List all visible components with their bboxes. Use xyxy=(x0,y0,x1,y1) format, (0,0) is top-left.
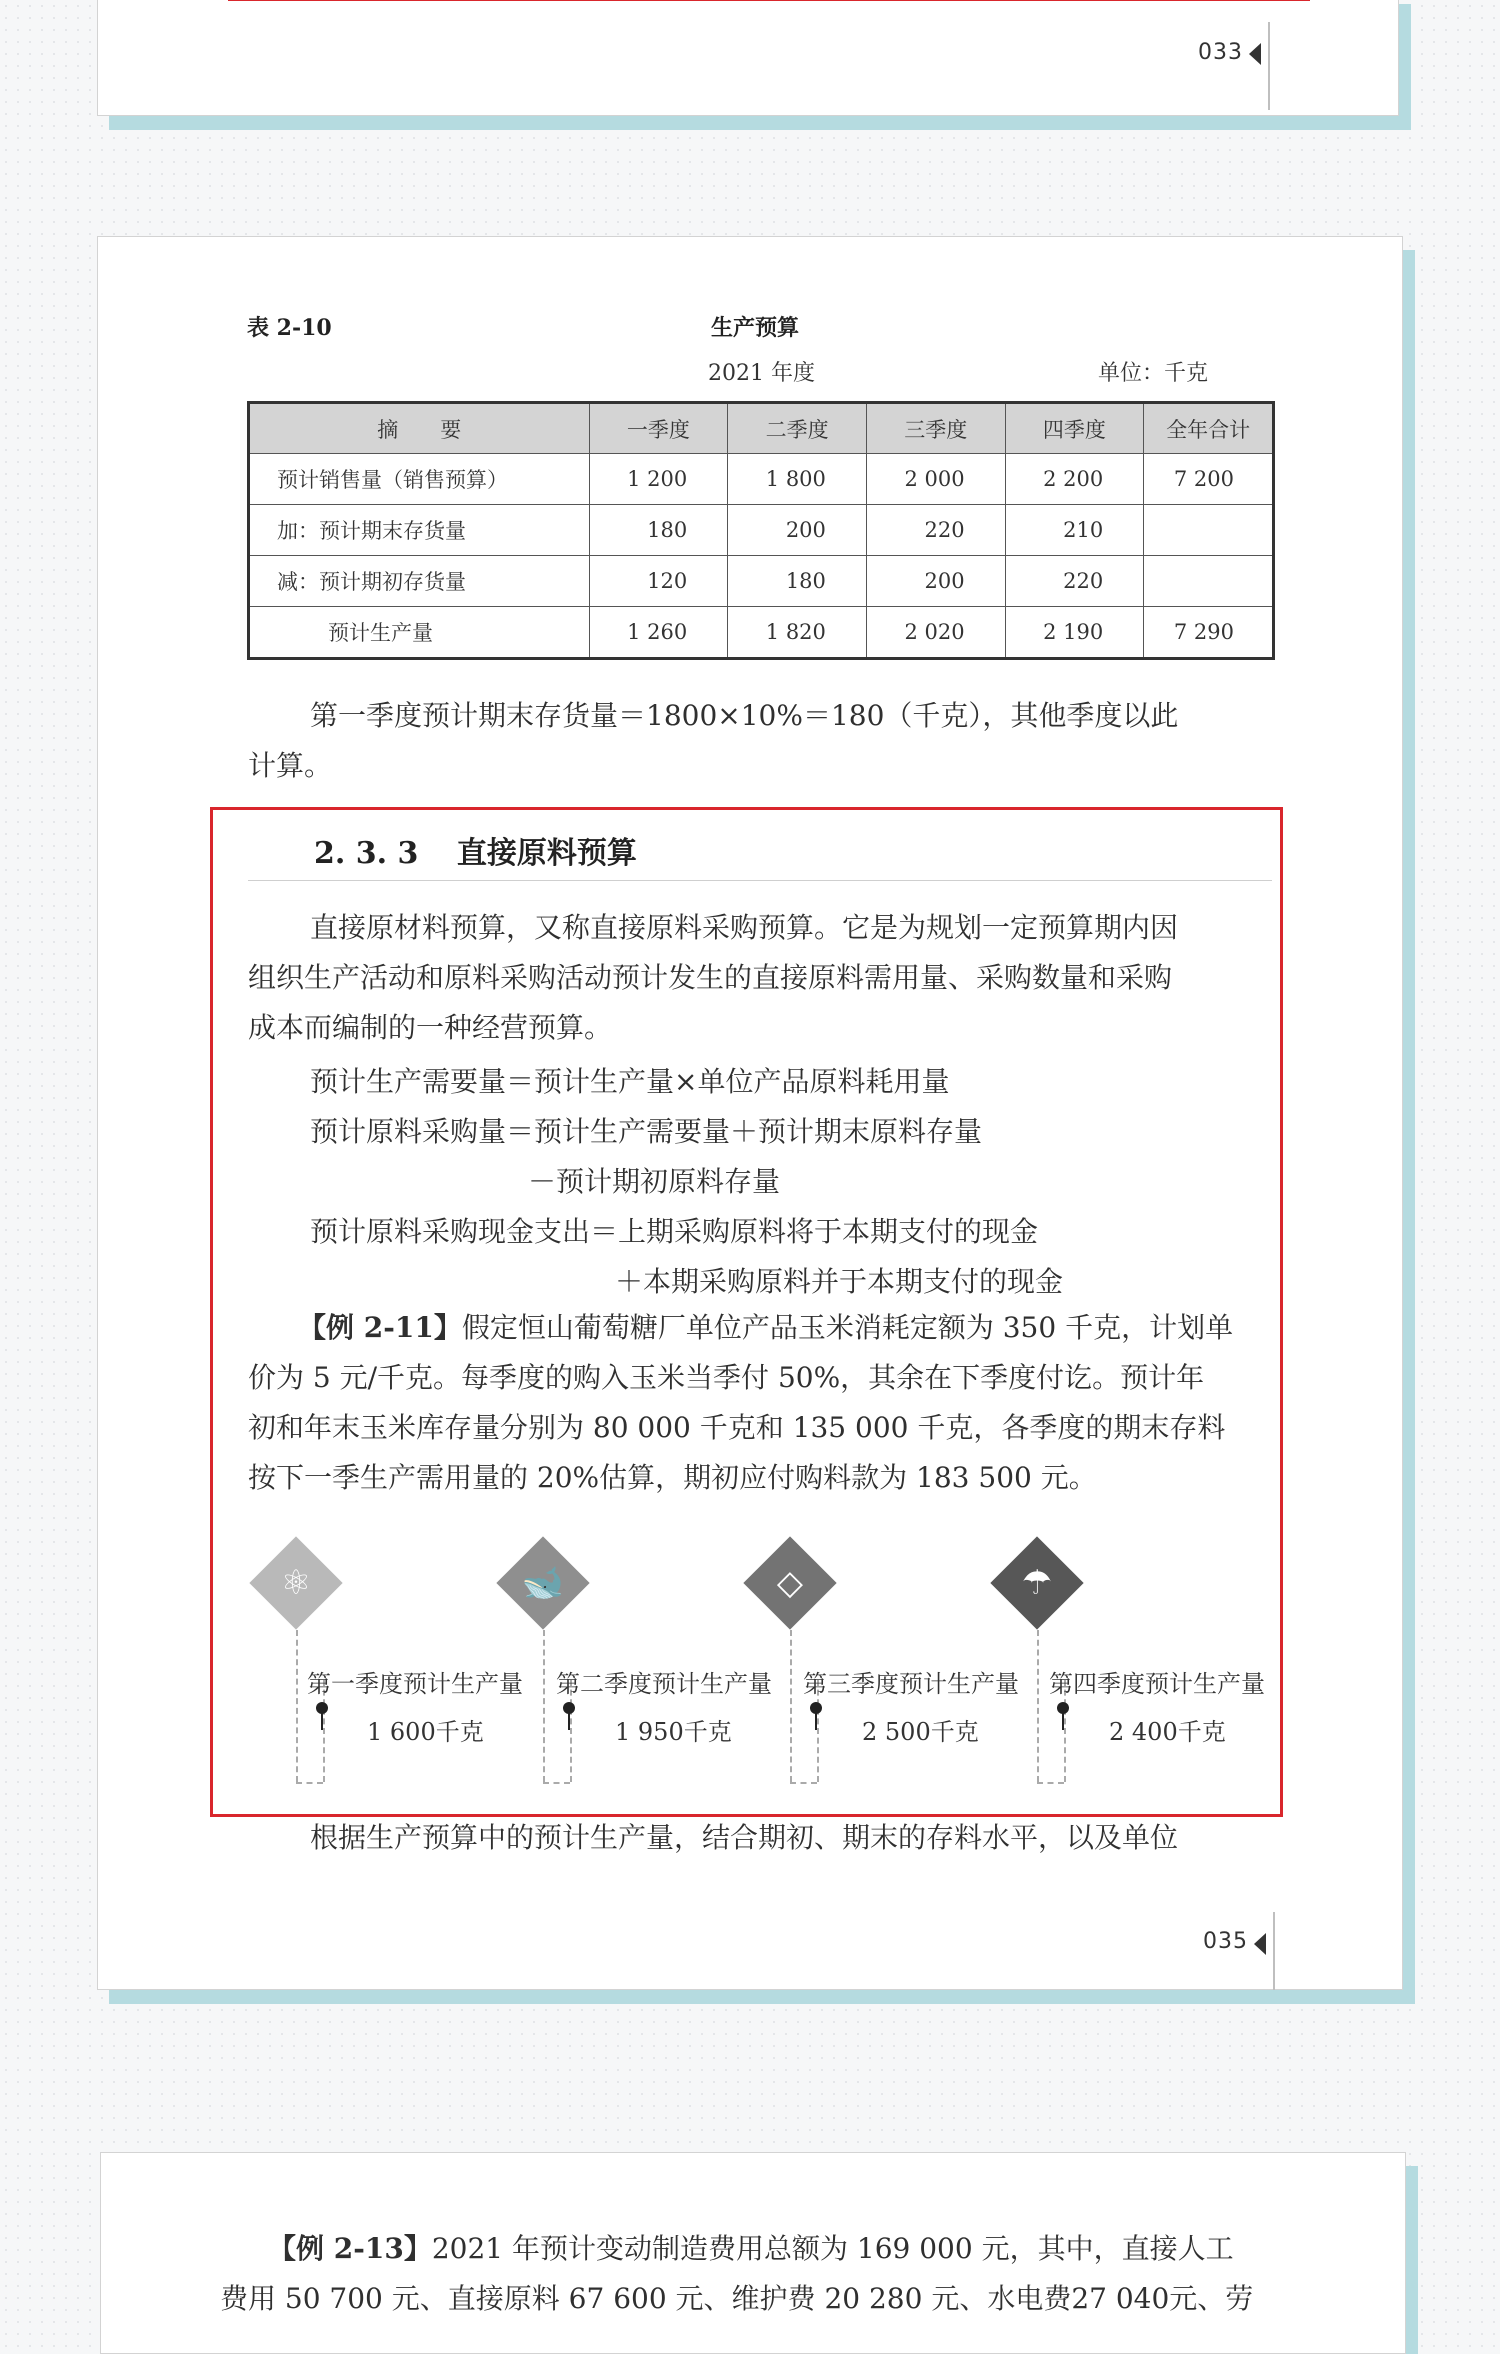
cell: 180 xyxy=(728,556,867,607)
formula-line: －预计期初原料存量 xyxy=(528,1165,781,1198)
timeline-value: 1 950千克 xyxy=(615,1718,732,1746)
table-header-row xyxy=(249,403,1274,454)
cell xyxy=(1144,556,1274,607)
cell: 7 200 xyxy=(1144,454,1274,505)
example-text: 假定恒山葡萄糖厂单位产品玉米消耗定额为 350 千克，计划单 xyxy=(461,1311,1234,1344)
whale-icon: 🐋 xyxy=(521,1563,565,1603)
timeline-guide xyxy=(1037,1782,1064,1784)
formula-line: 预计原料采购现金支出＝上期采购原料将于本期支付的现金 xyxy=(310,1215,1039,1248)
formula-line: 预计原料采购量＝预计生产需要量＋预计期末原料存量 xyxy=(310,1115,983,1148)
table-caption: 表 2-10 xyxy=(247,315,332,341)
cell: 200 xyxy=(866,556,1005,607)
table-row xyxy=(249,607,1274,659)
timeline-marker xyxy=(815,1712,817,1730)
table-row xyxy=(249,556,1274,607)
header-q1: 一季度 xyxy=(589,403,728,454)
cell: 120 xyxy=(589,556,728,607)
page-number: 033 xyxy=(1198,40,1243,65)
cell: 2 190 xyxy=(1005,607,1144,659)
formula-line: 预计生产需要量＝预计生产量×单位产品原料耗用量 xyxy=(310,1065,950,1098)
header-q2: 二季度 xyxy=(728,403,867,454)
cell: 加：预计期末存货量 xyxy=(249,505,590,556)
bottom-example-text: 2021 年预计变动制造费用总额为 169 000 元，其中，直接人工 xyxy=(431,2232,1234,2265)
table-row xyxy=(249,505,1274,556)
header-q4: 四季度 xyxy=(1005,403,1144,454)
cell: 预计生产量 xyxy=(249,607,590,659)
page-arrow-icon xyxy=(1254,1933,1266,1955)
cell xyxy=(1144,505,1274,556)
timeline-marker xyxy=(1062,1712,1064,1730)
example-line xyxy=(298,1303,1233,1353)
section-para-line: 成本而编制的一种经营预算。 xyxy=(248,1011,613,1044)
timeline-guide xyxy=(543,1630,545,1782)
example-line: 初和年末玉米库存量分别为 80 000 千克和 135 000 千克，各季度的期末存料 xyxy=(248,1411,1226,1444)
trailing-line: 根据生产预算中的预计生产量，结合期初、期末的存料水平，以及单位 xyxy=(310,1821,1179,1854)
page-number: 035 xyxy=(1203,1929,1248,1954)
example-line: 价为 5 元/千克。每季度的购入玉米当季付 50%，其余在下季度付讫。预计年 xyxy=(248,1361,1205,1394)
cell: 220 xyxy=(1005,556,1144,607)
section-para-line: 组织生产活动和原料采购活动预计发生的直接原料需用量、采购数量和采购 xyxy=(248,961,1173,994)
note-line-1: 第一季度预计期末存货量＝1800×10%＝180（千克），其他季度以此 xyxy=(310,699,1179,732)
cell: 2 200 xyxy=(1005,454,1144,505)
timeline-value: 1 600千克 xyxy=(367,1718,484,1746)
bottom-example-line xyxy=(268,2224,1234,2274)
header-total: 全年合计 xyxy=(1144,403,1274,454)
table-row xyxy=(249,454,1274,505)
cell: 1 200 xyxy=(589,454,728,505)
cell: 2 000 xyxy=(866,454,1005,505)
section-divider xyxy=(248,880,1272,881)
timeline-guide xyxy=(790,1782,817,1784)
example-tag: 【例 2-11】 xyxy=(298,1311,462,1344)
timeline-guide xyxy=(1037,1630,1039,1782)
page-number-rule xyxy=(1268,22,1270,110)
cell: 220 xyxy=(866,505,1005,556)
top-red-rule xyxy=(228,0,1310,1)
cell: 1 800 xyxy=(728,454,867,505)
timeline-guide xyxy=(543,1782,570,1784)
cell: 预计销售量（销售预算） xyxy=(249,454,590,505)
timeline-marker xyxy=(321,1712,323,1730)
section-para-line: 直接原材料预算，又称直接原料采购预算。它是为规划一定预算期内因 xyxy=(310,911,1179,944)
umbrella-icon: ☂ xyxy=(1021,1563,1053,1603)
timeline-value: 2 400千克 xyxy=(1109,1718,1226,1746)
cell: 7 290 xyxy=(1144,607,1274,659)
bottom-example-line: 费用 50 700 元、直接原料 67 600 元、维护费 20 280 元、水电费27 040元、劳 xyxy=(220,2282,1254,2315)
example-line: 按下一季生产需用量的 20%估算，期初应付购料款为 183 500 元。 xyxy=(248,1461,1097,1494)
production-budget-table xyxy=(247,401,1275,660)
table-year: 2021 年度 xyxy=(708,361,815,386)
cell: 2 020 xyxy=(866,607,1005,659)
header-summary: 摘 要 xyxy=(249,403,590,454)
timeline-label: 第三季度预计生产量 xyxy=(803,1670,1019,1698)
section-title: 直接原料预算 xyxy=(456,836,637,871)
section-number: 2. 3. 3 xyxy=(314,836,419,871)
cell: 减：预计期初存货量 xyxy=(249,556,590,607)
cell: 1 260 xyxy=(589,607,728,659)
diamond-icon: ◇ xyxy=(776,1563,804,1603)
table-unit: 单位：千克 xyxy=(1098,361,1209,386)
cell: 180 xyxy=(589,505,728,556)
timeline-guide xyxy=(790,1630,792,1782)
header-q3: 三季度 xyxy=(866,403,1005,454)
bottom-example-tag: 【例 2-13】 xyxy=(268,2232,432,2265)
atom-icon: ⚛ xyxy=(280,1563,312,1603)
timeline-label: 第四季度预计生产量 xyxy=(1049,1670,1265,1698)
formula-line: ＋本期采购原料并于本期支付的现金 xyxy=(615,1265,1064,1298)
timeline-label: 第二季度预计生产量 xyxy=(556,1670,772,1698)
page-number-rule xyxy=(1273,1912,1275,1990)
cell: 1 820 xyxy=(728,607,867,659)
note-line-2: 计算。 xyxy=(248,749,333,782)
section-heading xyxy=(314,828,637,872)
page-arrow-icon xyxy=(1249,43,1261,65)
cell: 200 xyxy=(728,505,867,556)
timeline-label: 第一季度预计生产量 xyxy=(307,1670,523,1698)
cell: 210 xyxy=(1005,505,1144,556)
table-title: 生产预算 xyxy=(711,315,800,341)
timeline-value: 2 500千克 xyxy=(862,1718,979,1746)
timeline-guide xyxy=(296,1782,323,1784)
timeline-marker xyxy=(568,1712,570,1730)
timeline-guide xyxy=(296,1630,298,1782)
